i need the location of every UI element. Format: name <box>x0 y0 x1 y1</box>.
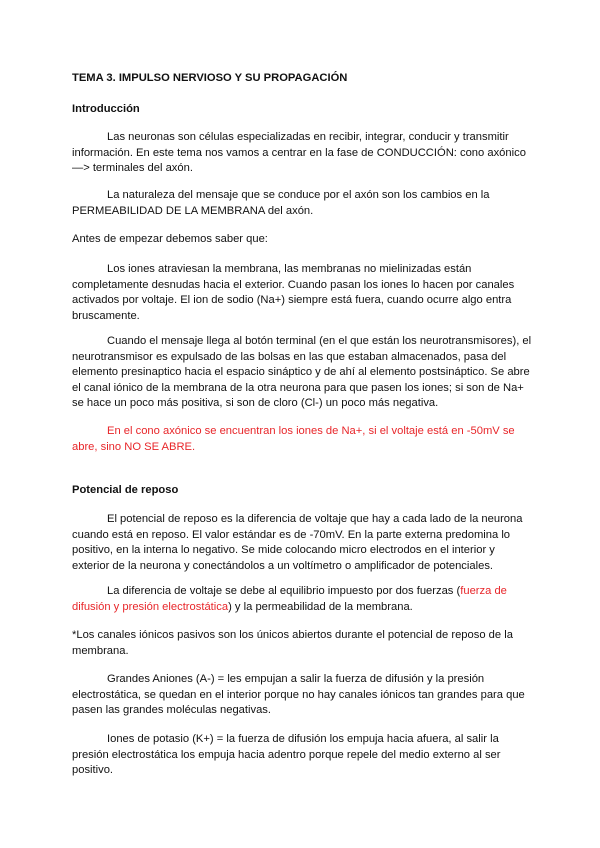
intro-paragraph-red-note: En el cono axónico se encuentran los iones de Na+, si el voltaje está en -50mV se abre, sino NO SE ABRE. <box>72 425 515 453</box>
intro-paragraph-2: La naturaleza del mensaje que se conduce por el axón son los cambios en la PERMEABILIDAD DE LA MEMBRANA del axón. <box>72 189 490 217</box>
intro-paragraph-4: Los iones atraviesan la membrana, las membranas no mielinizadas están completamente desnudas hacia el exterior. Cuando pasan los iones lo hacen por canales activados por voltaje. El ion de sodio (Na+) siempre está fuera, cuando ocurre algo entra bruscamente. <box>72 263 515 322</box>
resting-paragraph-2 <box>72 584 534 615</box>
resting-paragraph-1: El potencial de reposo es la diferencia de voltaje que hay a cada lado de la neurona cuando está en reposo. El valor estándar es de -70mV. En la parte externa predomina lo positivo, en la interna lo negativo. Se mide colocando micro electrodos en el interior y exterior de la neurona y conectándolos a un voltímetro o amplificador de potenciales. <box>72 513 523 572</box>
resting-p2-before: La diferencia de voltaje se debe al equilibrio impuesto por dos fuerzas ( <box>107 585 461 597</box>
resting-p2-red: fuerza de difusión y presión electrostática <box>72 585 507 613</box>
resting-paragraph-4: Grandes Aniones (A-) = les empujan a salir la fuerza de difusión y la presión electrostática, se quedan en el interior porque no hay canales iónicos tan grandes para que pasen las grandes moléculas negativas. <box>72 673 525 717</box>
intro-paragraph-3: Antes de empezar debemos saber que: <box>72 233 268 245</box>
section-heading-resting: Potencial de reposo <box>72 484 179 496</box>
intro-paragraph-5: Cuando el mensaje llega al botón terminal (en el que están los neurotransmisores), el neurotransmisor es expulsado de las bolsas en las que estaban almacenados, pasa del elemento presinaptico hacia el espacio sináptico y de ahí al elemento postsináptico. Se abre el canal iónico de la membrana de la otra neurona para que pasen los iones; si son de Na+ se hace un poco más positiva, si son de cloro (Cl-) un poco más negativa. <box>72 335 532 410</box>
document-title: TEMA 3. IMPULSO NERVIOSO Y SU PROPAGACIÓN <box>72 72 348 84</box>
resting-p2-after: ) y la permeabilidad de la membrana. <box>228 600 413 613</box>
intro-paragraph-1: Las neuronas son células especializadas en recibir, integrar, conducir y transmitir información. En este tema nos vamos a centrar en la fase de CONDUCCIÓN: cono axónico —> terminales del axón. <box>72 131 526 175</box>
resting-paragraph-5: Iones de potasio (K+) = la fuerza de difusión los empuja hacia afuera, al salir la presión electrostática los empuja hacia adentro porque repele del medio externo al ser positivo. <box>72 733 501 777</box>
resting-paragraph-3: *Los canales iónicos pasivos son los únicos abiertos durante el potencial de reposo de la membrana. <box>72 629 513 657</box>
section-heading-intro: Introducción <box>72 103 140 115</box>
